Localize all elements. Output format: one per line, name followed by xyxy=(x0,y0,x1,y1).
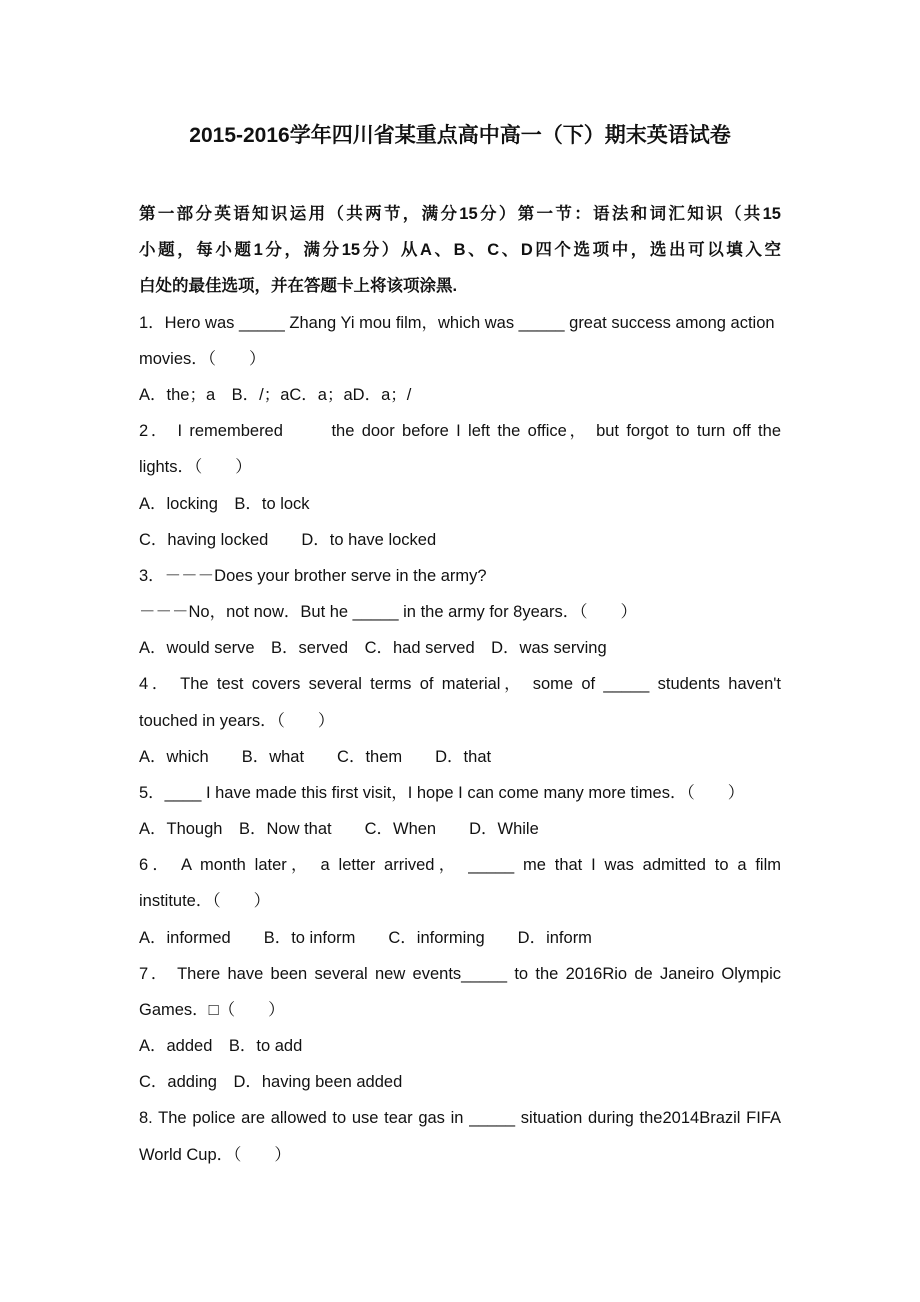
question-2-options-cd: C．having locked D．to have locked xyxy=(139,531,437,549)
question-8-stem-line-2: World Cup．（ ） xyxy=(139,1146,291,1164)
question-5-options: A．Though B．Now that C．When D．While xyxy=(139,820,539,838)
question-2-stem-line-2: lights．（ ） xyxy=(139,458,252,476)
question-6-stem-line-2: institute．（ ） xyxy=(139,892,271,910)
question-8-stem-line-1: 8. The police are allowed to use tear gas in _____ situation during the2014Brazil FIFA xyxy=(139,1109,781,1127)
question-1-stem-line-1: 1．Hero was _____ Zhang Yi mou film，which was _____ great success among action xyxy=(139,314,775,332)
question-5-stem: 5．____ I have made this first visit，I hope I can come many more times．（ ） xyxy=(139,784,745,802)
question-7-options-ab: A．added B．to add xyxy=(139,1037,303,1055)
question-4-stem-line-2: touched in years．（ ） xyxy=(139,712,335,730)
question-3-stem-line-1: 3．－－－Does your brother serve in the army? xyxy=(139,567,487,585)
question-2-stem-line-1: 2． I remembered the door before I left the office， but forgot to turn off the xyxy=(139,422,781,440)
question-7-stem-line-1: 7． There have been several new events_____ to the 2016Rio de Janeiro Olympic xyxy=(139,965,781,983)
question-4-stem-line-1: 4． The test covers several terms of material， some of _____ students haven't xyxy=(139,675,781,693)
section-instructions-line-1: 第一部分英语知识运用（共两节，满分15分）第一节：语法和词汇知识（共15 xyxy=(139,205,781,223)
exam-title: 2015-2016学年四川省某重点高中高一（下）期末英语试卷 xyxy=(189,124,731,147)
section-instructions-line-2: 小题，每小题1分，满分15分）从A、B、C、D四个选项中，选出可以填入空 xyxy=(139,241,781,259)
question-3-stem-line-2: －－－No，not now．But he _____ in the army for 8years．（ ） xyxy=(139,603,637,621)
question-6-options: A．informed B．to inform C．informing D．inform xyxy=(139,929,592,947)
question-4-options: A．which B．what C．them D．that xyxy=(139,748,492,766)
section-instructions-line-3: 白处的最佳选项，并在答题卡上将该项涂黑. xyxy=(139,277,458,295)
question-2-options-ab: A．locking B．to lock xyxy=(139,495,310,513)
question-7-stem-line-2: Games．□（ ） xyxy=(139,1001,285,1019)
question-3-options: A．would serve B．served C．had served D．was serving xyxy=(139,639,607,657)
question-7-options-cd: C．adding D．having been added xyxy=(139,1073,403,1091)
question-6-stem-line-1: 6． A month later， a letter arrived， _____ me that I was admitted to a film xyxy=(139,856,781,874)
question-1-stem-line-2: movies．（ ） xyxy=(139,350,266,368)
question-1-options: A．the；a B．/；aC．a；aD．a；/ xyxy=(139,386,412,404)
